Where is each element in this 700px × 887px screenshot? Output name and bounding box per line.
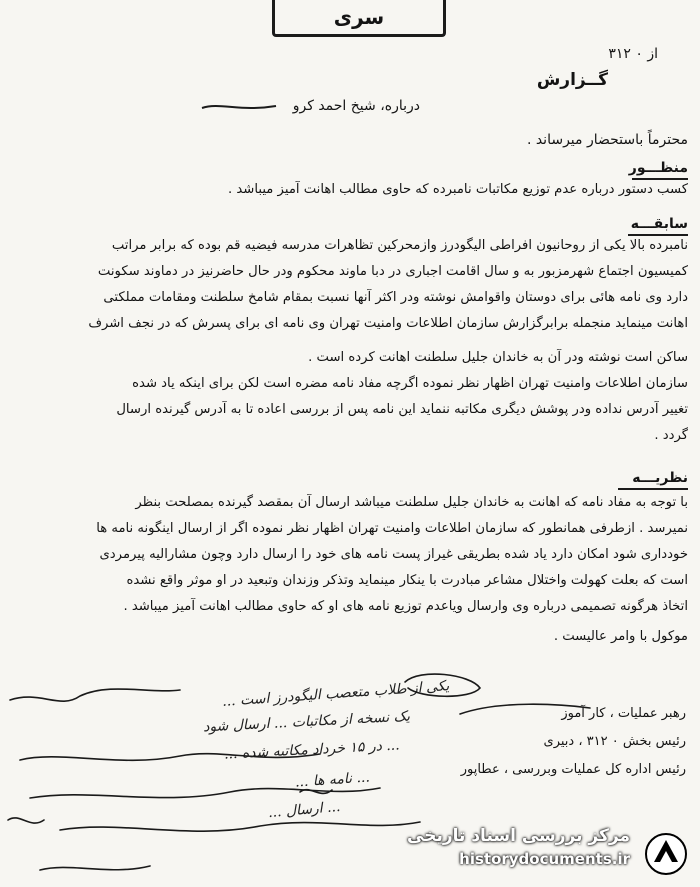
archive-logo bbox=[644, 832, 688, 876]
handwritten-note: ... در ۱۵ خرداد مکاتبه شده ... bbox=[223, 737, 401, 763]
handwritten-note: ... نامه ها ... bbox=[294, 769, 371, 791]
document-number: از ۰ ۳۱۲ bbox=[608, 46, 658, 62]
salutation: محترماً باستحضار میرساند . bbox=[526, 132, 688, 148]
document-subject: درباره، شیخ احمد کرو bbox=[292, 98, 420, 114]
background-line: دارد وی نامه هائی برای دوستان واقوامش نوشته ودر اکثر آنها نسبت بمقام شامخ سلطنت ومقامات مملکتی bbox=[103, 290, 688, 305]
section-heading-objective: منظـــور bbox=[632, 160, 688, 180]
objective-line: کسب دستور درباره عدم توزیع مکاتبات نامبرده که حاوی مطالب اهانت آمیز میباشد . bbox=[227, 182, 688, 197]
opinion-line: نمیرسد . ازطرفی همانطور که سازمان اطلاعات وامنیت تهران اظهار نظر نموده اگر از ارسال اینگونه نامه ها bbox=[96, 521, 688, 536]
watermark-title: مرکز بررسی اسناد تاریخی bbox=[407, 826, 630, 846]
opinion-line: خودداری شود امکان دارد یاد شده بطریقی غیراز پست نامه های خود را ارسال دارد وچون مشارالیه پیرمردی bbox=[99, 547, 688, 562]
background-line: اهانت مینماید منجمله برابرگزارش سازمان اطلاعات وامنیت تهران وی نامه ای برای پسرش که در نجف اشرف bbox=[88, 316, 688, 331]
background-line: نامبرده بالا یکی از روحانیون افراطی الیگودرز وازمحرکین تظاهرات مدرسه فیضیه قم بوده که برابر مراتب bbox=[111, 238, 688, 253]
background-line: سازمان اطلاعات وامنیت تهران اظهار نظر نموده اگرچه مفاد نامه مضره است لکن برای اینکه یاد شده bbox=[132, 376, 688, 391]
opinion-line: موکول با وامر عالیست . bbox=[553, 629, 688, 644]
signature-line-section-head: رئیس بخش ۰ ۳۱۲ ، دبیری bbox=[543, 734, 686, 749]
section-heading-opinion: نظریـــه bbox=[618, 470, 688, 490]
signature-line-operations-lead: رهبر عملیات ، کار آموز bbox=[561, 706, 686, 721]
subject-name-underline bbox=[200, 98, 278, 114]
document-title: گــزارش bbox=[536, 70, 608, 90]
section-heading-background: سابقـــه bbox=[628, 216, 688, 236]
signature-line-department-head: رئیس اداره کل عملیات وبررسی ، عطاپور bbox=[460, 762, 686, 777]
background-line: کمیسیون اجتماع شهرمزبور به و سال اقامت اجباری در دبا ماوند محکوم ودر حال حاضرنیز در دماوند سکونت bbox=[97, 264, 688, 279]
background-line: تغییر آدرس نداده ودر پوشش دیگری مکاتبه ننماید این نامه پس از بررسی اعاده تا به آدرس گیرنده ارسال bbox=[116, 402, 688, 417]
opinion-line: است که بعلت کهولت واختلال مشاعر مبادرت با ینکار مینماید وتذکر وزندان وتبعید در او موثر واقع نشده bbox=[126, 573, 688, 588]
watermark-url: historydocuments.ir bbox=[459, 850, 630, 868]
background-line: گردد . bbox=[654, 428, 688, 443]
handwritten-note: ... ارسال ... bbox=[267, 798, 341, 822]
handwritten-note: یکی از طلاب متعصب الیگودرز است ... bbox=[222, 678, 451, 710]
classification-stamp: سری bbox=[272, 0, 446, 37]
handwritten-note: یک نسخه از مکاتبات ... ارسال شود bbox=[202, 708, 411, 736]
opinion-line: اتخاذ هرگونه تصمیمی درباره وی وارسال ویاعدم توزیع نامه های او که حاوی مطالب اهانت آمیز میباشد . bbox=[123, 599, 688, 614]
opinion-line: با توجه به مفاد نامه که اهانت به خاندان جلیل سلطنت میباشد ارسال آن بمقصد گیرنده بمصلحت بنظر bbox=[135, 495, 688, 510]
watermark bbox=[407, 826, 630, 868]
background-line: ساکن است نوشته ودر آن به خاندان جلیل سلطنت اهانت کرده است . bbox=[308, 350, 688, 365]
